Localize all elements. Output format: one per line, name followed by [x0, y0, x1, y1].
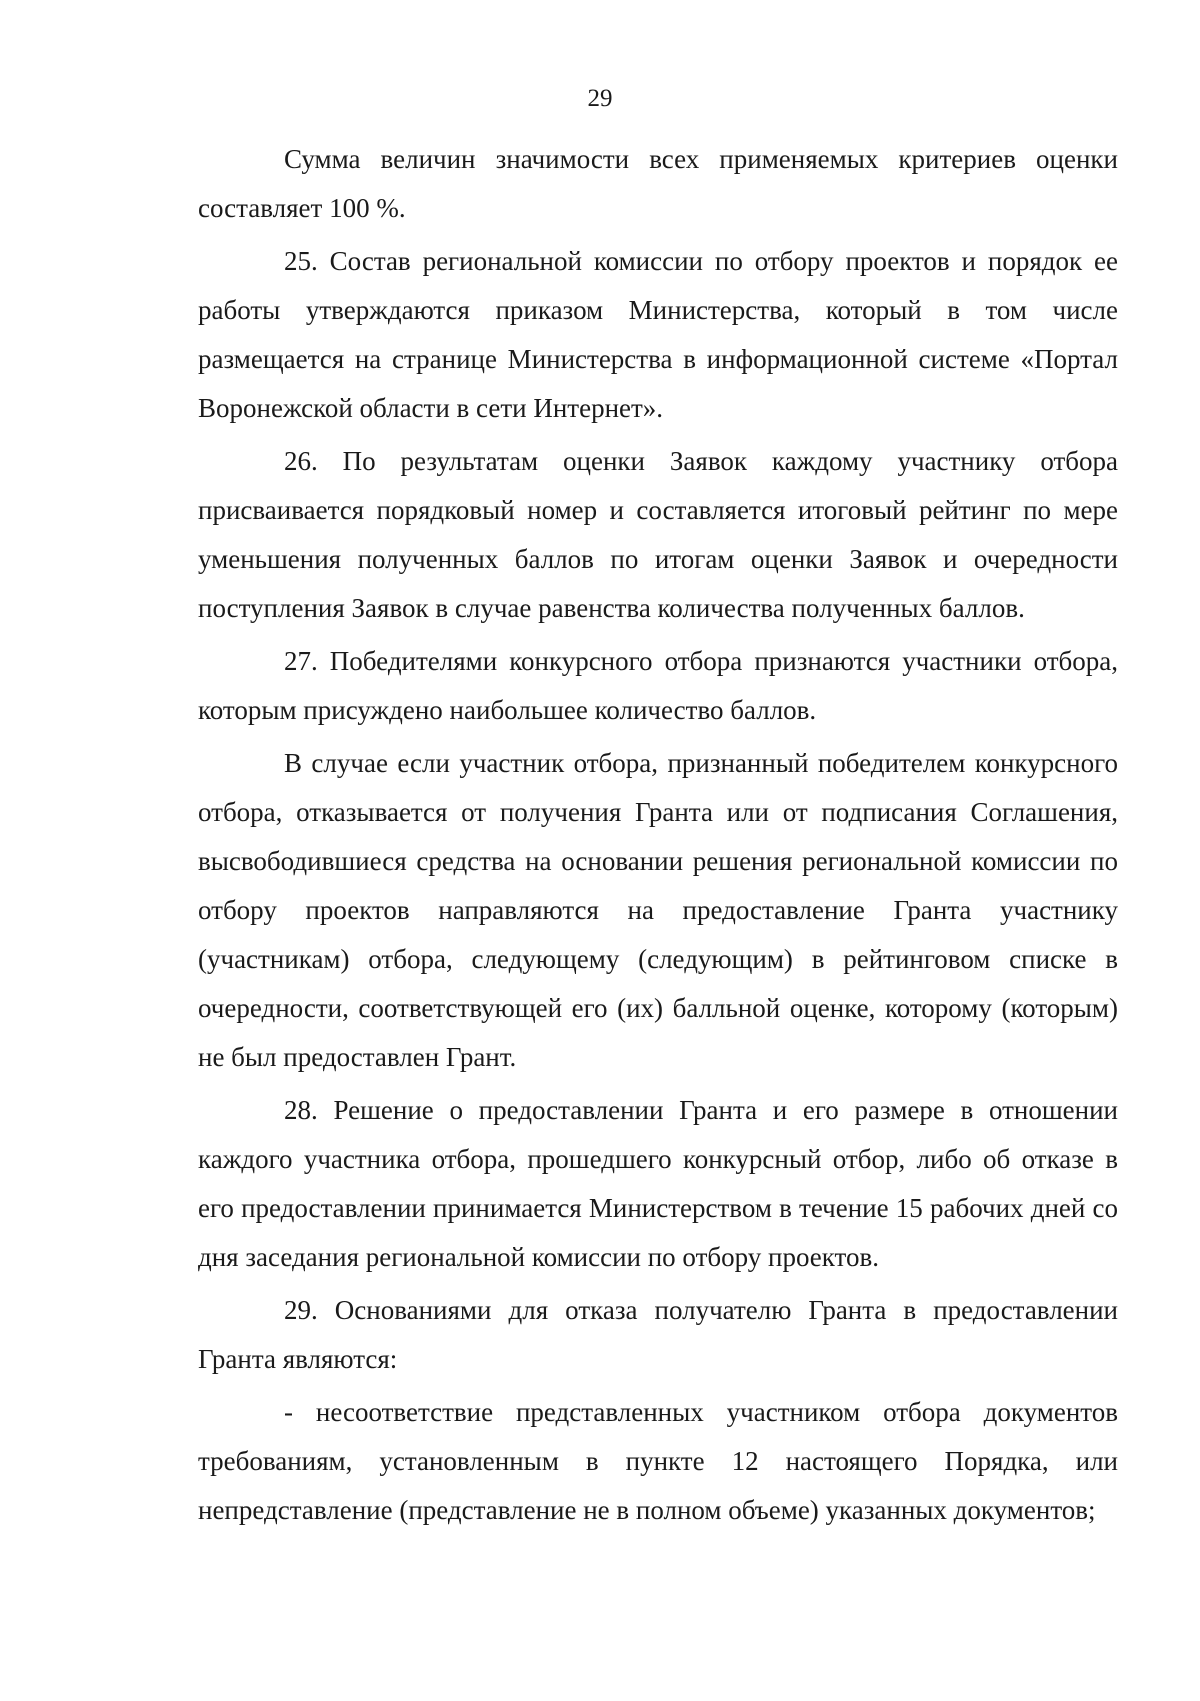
paragraph-criteria-sum: Сумма величин значимости всех применяемых критериев оценки составляет 100 %. — [198, 144, 1118, 223]
paragraph-26: 26. По результатам оценки Заявок каждому участнику отбора присваивается порядковый номер и составляется итоговый рейтинг по мере уменьшения полученных баллов по итогам оценки Заявок и очередности поступления Заявок в случае равенства количества полученных баллов. — [198, 446, 1118, 623]
paragraph-29: 29. Основаниями для отказа получателю Гранта в предоставлении Гранта являются: — [198, 1295, 1118, 1374]
paragraph-27: 27. Победителями конкурсного отбора признаются участники отбора, которым присуждено наибольшее количество баллов. — [198, 646, 1118, 725]
paragraph-27-continued: В случае если участник отбора, признанный победителем конкурсного отбора, отказывается от получения Гранта или от подписания Соглашения, высвободившиеся средства на основании решения региональной комиссии по отбору проектов направляются на предоставление Гранта участнику (участникам) отбора, следующему (следующим) в рейтинговом списке в очередности, соответствующей его (их) балльной оценке, которому (которым) не был предоставлен Грант. — [198, 748, 1118, 1072]
list-item-refusal-ground: - несоответствие представленных участником отбора документов требованиям, установленным в пункте 12 настоящего Порядка, или непредставление (представление не в полном объеме) указанных документов; — [198, 1397, 1118, 1525]
page-number: 29 — [587, 85, 613, 112]
paragraph-28: 28. Решение о предоставлении Гранта и его размере в отношении каждого участника отбора, прошедшего конкурсный отбор, либо об отказе в его предоставлении принимается Министерством в течение 15 рабочих дней со дня заседания региональной комиссии по отбору проектов. — [198, 1095, 1118, 1272]
paragraph-25: 25. Состав региональной комиссии по отбору проектов и порядок ее работы утверждаются приказом Министерства, который в том числе размещается на странице Министерства в информационной системе «Портал Воронежской области в сети Интернет». — [198, 246, 1118, 423]
document-body — [198, 135, 1118, 1539]
